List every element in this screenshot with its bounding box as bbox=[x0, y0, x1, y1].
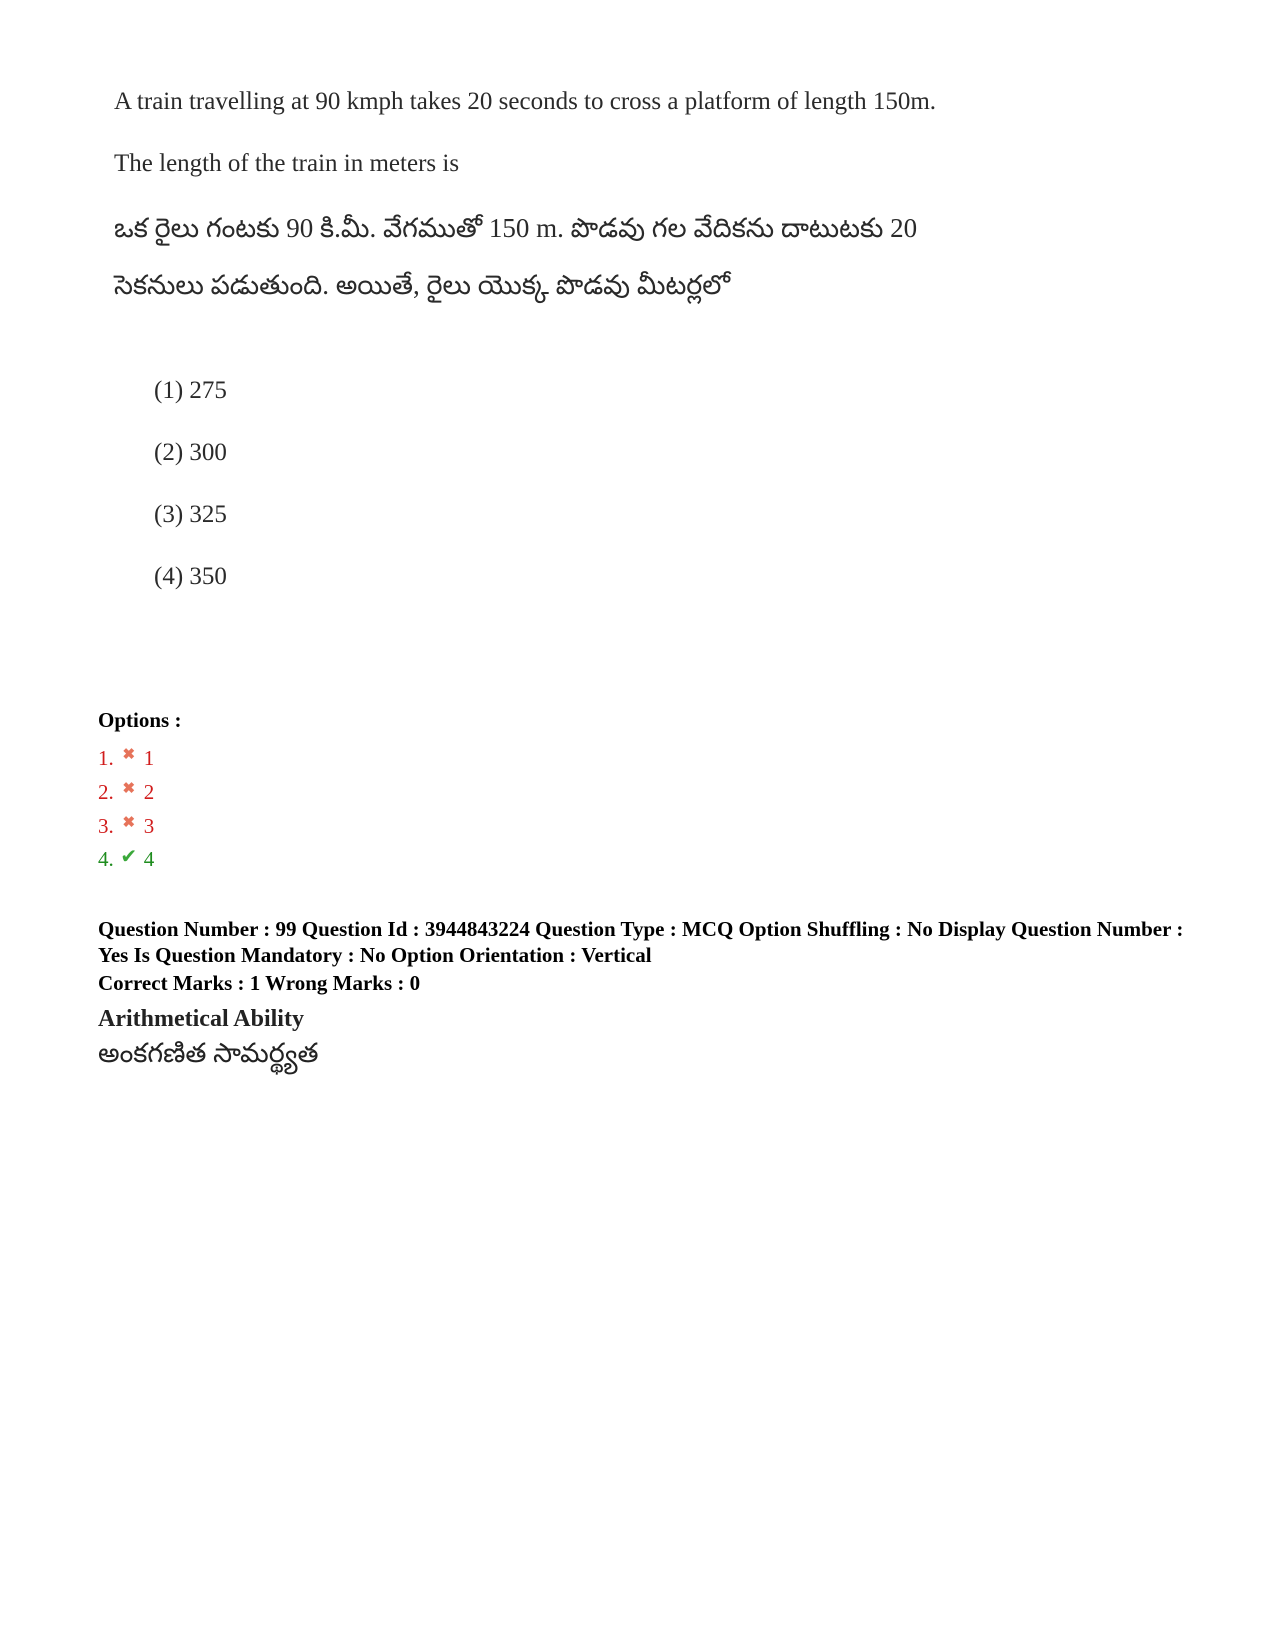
option-number: 1. bbox=[98, 746, 114, 770]
option-value: 3 bbox=[143, 814, 155, 838]
choice-3: (3) 325 bbox=[154, 501, 227, 528]
question-text-english-2: The length of the train in meters is bbox=[114, 150, 460, 177]
question-meta: Question Number : 99 Question Id : 3944843224 Question Type : MCQ Option Shuffling : No Display Question Number : Yes Is Question Mandatory : No Option Orientation : Vertical bbox=[98, 917, 1184, 967]
option-number: 3. bbox=[98, 814, 114, 838]
option-2 bbox=[98, 774, 154, 808]
question-text-english-1: A train travelling at 90 kmph takes 20 seconds to cross a platform of length 150m. bbox=[114, 88, 937, 115]
option-3 bbox=[98, 808, 154, 842]
cross-icon: ✖ bbox=[122, 815, 136, 831]
options-title: Options : bbox=[98, 708, 182, 732]
question-text-telugu-2: సెకనులు పడుతుంది. అయితే, రైలు యొక్క పొడవు మీటర్లలో bbox=[114, 270, 731, 300]
option-number: 4. bbox=[98, 847, 114, 871]
section-title-english: Arithmetical Ability bbox=[98, 1006, 304, 1032]
marks-info: Correct Marks : 1 Wrong Marks : 0 bbox=[98, 971, 421, 995]
option-value: 4 bbox=[143, 847, 155, 871]
answer-choices bbox=[154, 376, 227, 624]
option-1 bbox=[98, 740, 154, 774]
option-4 bbox=[98, 842, 154, 876]
choice-4: (4) 350 bbox=[154, 563, 227, 590]
question-text-telugu-1: ఒక రైలు గంటకు 90 కి.మీ. వేగముతో 150 m. పొడవు గల వేదికను దాటుటకు 20 bbox=[114, 213, 918, 243]
choice-2: (2) 300 bbox=[154, 439, 227, 466]
cross-icon: ✖ bbox=[122, 781, 136, 797]
choice-1: (1) 275 bbox=[154, 377, 227, 404]
check-icon: ✔ bbox=[120, 846, 138, 868]
option-number: 2. bbox=[98, 780, 114, 804]
cross-icon: ✖ bbox=[122, 747, 136, 763]
option-value: 2 bbox=[143, 780, 155, 804]
options-list bbox=[98, 740, 154, 876]
option-value: 1 bbox=[143, 746, 155, 770]
section-title-telugu: అంకగణిత సామర్థ్యత bbox=[98, 1038, 319, 1068]
